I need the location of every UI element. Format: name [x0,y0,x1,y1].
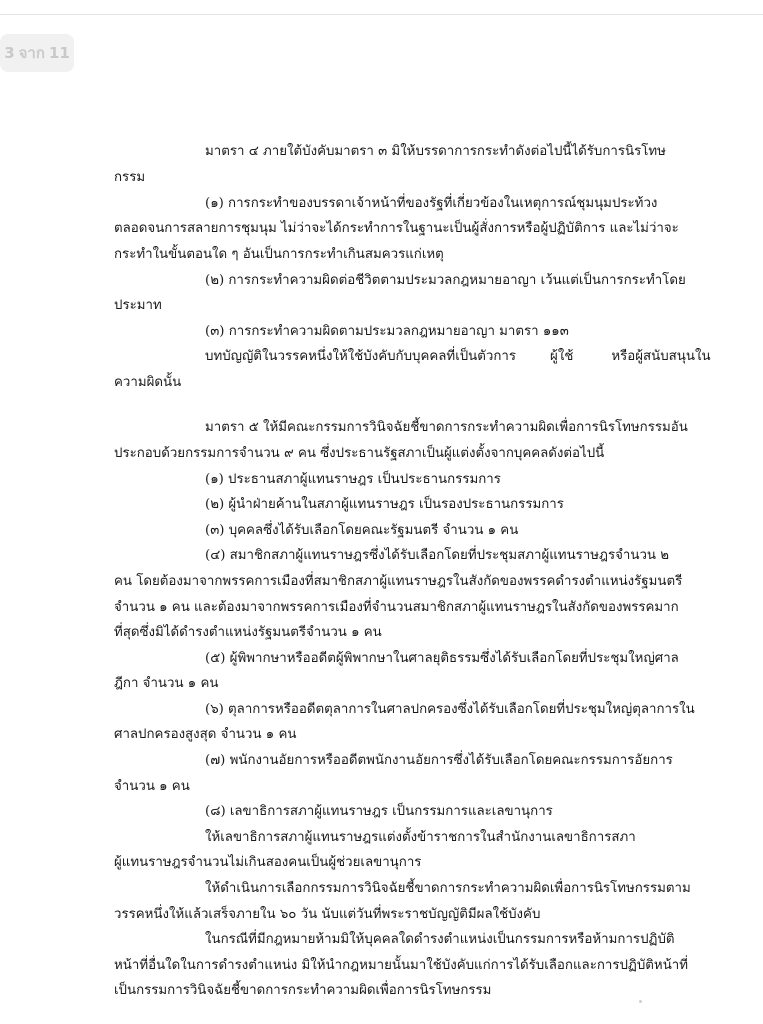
section-4-paragraph [205,346,711,368]
section-5-item-8: (๘) เลขาธิการสภาผู้แทนราษฎร เป็นกรรมการและเลขานุการ [205,804,553,819]
section-5-item-4: (๔) สมาชิกสภาผู้แทนราษฎรซึ่งได้รับเลือกโดยที่ประชุมสภาผู้แทนราษฎรจำนวน ๒ [205,548,669,563]
section-5-item-6-line-2: ศาลปกครองสูงสุด จำนวน ๑ คน [114,727,297,742]
section-5-item-4-line-3: จำนวน ๑ คน และต้องมาจากพรรคการเมืองที่จำนวนสมาชิกสภาผู้แทนราษฎรในสังกัดของพรรคมาก [114,600,679,615]
viewer-top-divider [0,14,763,15]
section-5-paragraph-3-line-2: หน้าที่อื่นใดในการดำรงตำแหน่ง มิให้นำกฎหมายนั้นมาใช้บังคับแก่การได้รับเลือกและการปฏิบัติหน้าที่ [114,958,689,973]
page-total: 11 [48,44,70,62]
section-4-item-1-line-3: กระทำในขั้นตอนใด ๆ อันเป็นการกระทำเกินสมควรแก่เหตุ [114,247,444,262]
section-4-item-1-line-2: ตลอดจนการสลายการชุมนุม ไม่ว่าจะได้กระทำการในฐานะเป็นผู้สั่งการหรือผู้ปฏิบัติการ และไม่ว่าจะ [114,221,679,236]
section-5-item-2: (๒) ผู้นำฝ่ายค้านในสภาผู้แทนราษฎร เป็นรองประธานกรรมการ [205,497,564,512]
section-5-paragraph-1-line-2: ผู้แทนราษฎรจำนวนไม่เกินสองคนเป็นผู้ช่วยเลขานุการ [114,855,422,870]
section-4-item-1: (๑) การกระทำของบรรดาเจ้าหน้าที่ของรัฐที่เกี่ยวข้องในเหตุการณ์ชุมนุมประท้วง [205,196,658,211]
section-5-paragraph-2-line-2: วรรคหนึ่งให้แล้วเสร็จภายใน ๖๐ วัน นับแต่วันที่พระราชบัญญัติมีผลใช้บังคับ [114,907,541,922]
section-5-paragraph-3: ในกรณีที่มีกฎหมายห้ามมิให้บุคคลใดดำรงตำแหน่งเป็นกรรมการหรือห้ามการปฏิบัติ [205,932,675,947]
page-of-word: จาก [18,44,45,62]
section-5-item-4-line-2: คน โดยต้องมาจากพรรคการเมืองที่สมาชิกสภาผู้แทนราษฎรในสังกัดของพรรคดำรงตำแหน่งรัฐมนตรี [114,574,683,589]
section-5-item-4-line-4: ที่สุดซึ่งมิได้ดำรงตำแหน่งรัฐมนตรีจำนวน ๑ คน [114,625,382,640]
section-5-item-3: (๓) บุคคลซึ่งได้รับเลือกโดยคณะรัฐมนตรี จำนวน ๑ คน [205,523,519,538]
section-5-item-7-line-2: จำนวน ๑ คน [114,779,190,794]
page-current: 3 [4,44,15,62]
section-5-item-6: (๖) ตุลาการหรืออดีตตุลาการในศาลปกครองซึ่งได้รับเลือกโดยที่ประชุมใหญ่ตุลาการใน [205,702,695,717]
section-4-paragraph-part-a: บทบัญญัติในวรรคหนึ่งให้ใช้บังคับกับบุคคลที่เป็นตัวการ [205,349,517,364]
section-4-paragraph-line-2: ความผิดนั้น [114,375,182,390]
page-indicator [0,34,74,72]
section-4-paragraph-part-c: หรือผู้สนับสนุนใน [611,349,711,364]
section-4-item-3: (๓) การกระทำความผิดตามประมวลกฎหมายอาญา มาตรา ๑๑๓ [205,324,569,339]
section-5-item-7: (๗) พนักงานอัยการหรืออดีตพนักงานอัยการซึ่งได้รับเลือกโดยคณะกรรมการอัยการ [205,753,673,768]
section-5-heading: มาตรา ๕ ให้มีคณะกรรมการวินิจฉัยชี้ขาดการกระทำความผิดเพื่อการนิรโทษกรรมอัน [205,420,688,435]
section-5-item-1: (๑) ประธานสภาผู้แทนราษฎร เป็นประธานกรรมการ [205,472,501,487]
section-4-item-2: (๒) การกระทำความผิดต่อชีวิตตามประมวลกฎหมายอาญา เว้นแต่เป็นการกระทำโดย [205,273,686,288]
section-5-paragraph-2: ให้ดำเนินการเลือกกรรมการวินิจฉัยชี้ขาดการกระทำความผิดเพื่อการนิรโทษกรรมตาม [205,881,691,896]
scan-speck [639,1000,642,1003]
section-5-item-5: (๕) ผู้พิพากษาหรืออดีตผู้พิพากษาในศาลยุติธรรมซึ่งได้รับเลือกโดยที่ประชุมใหญ่ศาล [205,651,679,666]
section-4-heading: มาตรา ๔ ภายใต้บังคับมาตรา ๓ มิให้บรรดาการกระทำดังต่อไปนี้ได้รับการนิรโทษ [205,144,666,159]
section-5-paragraph-1: ให้เลขาธิการสภาผู้แทนราษฎรแต่งตั้งข้าราชการในสำนักงานเลขาธิการสภา [205,830,636,845]
section-5-item-5-line-2: ฎีกา จำนวน ๑ คน [114,676,219,691]
section-4-paragraph-part-b: ผู้ใช้ [550,349,574,364]
section-4-item-2-line-2: ประมาท [114,298,162,313]
section-5-paragraph-3-line-3: เป็นกรรมการวินิจฉัยชี้ขาดการกระทำความผิดเพื่อการนิรโทษกรรม [114,983,492,998]
section-5-heading-line-2: ประกอบด้วยกรรมการจำนวน ๙ คน ซึ่งประธานรัฐสภาเป็นผู้แต่งตั้งจากบุคคลดังต่อไปนี้ [114,446,605,461]
section-4-heading-cont: กรรม [114,170,146,185]
